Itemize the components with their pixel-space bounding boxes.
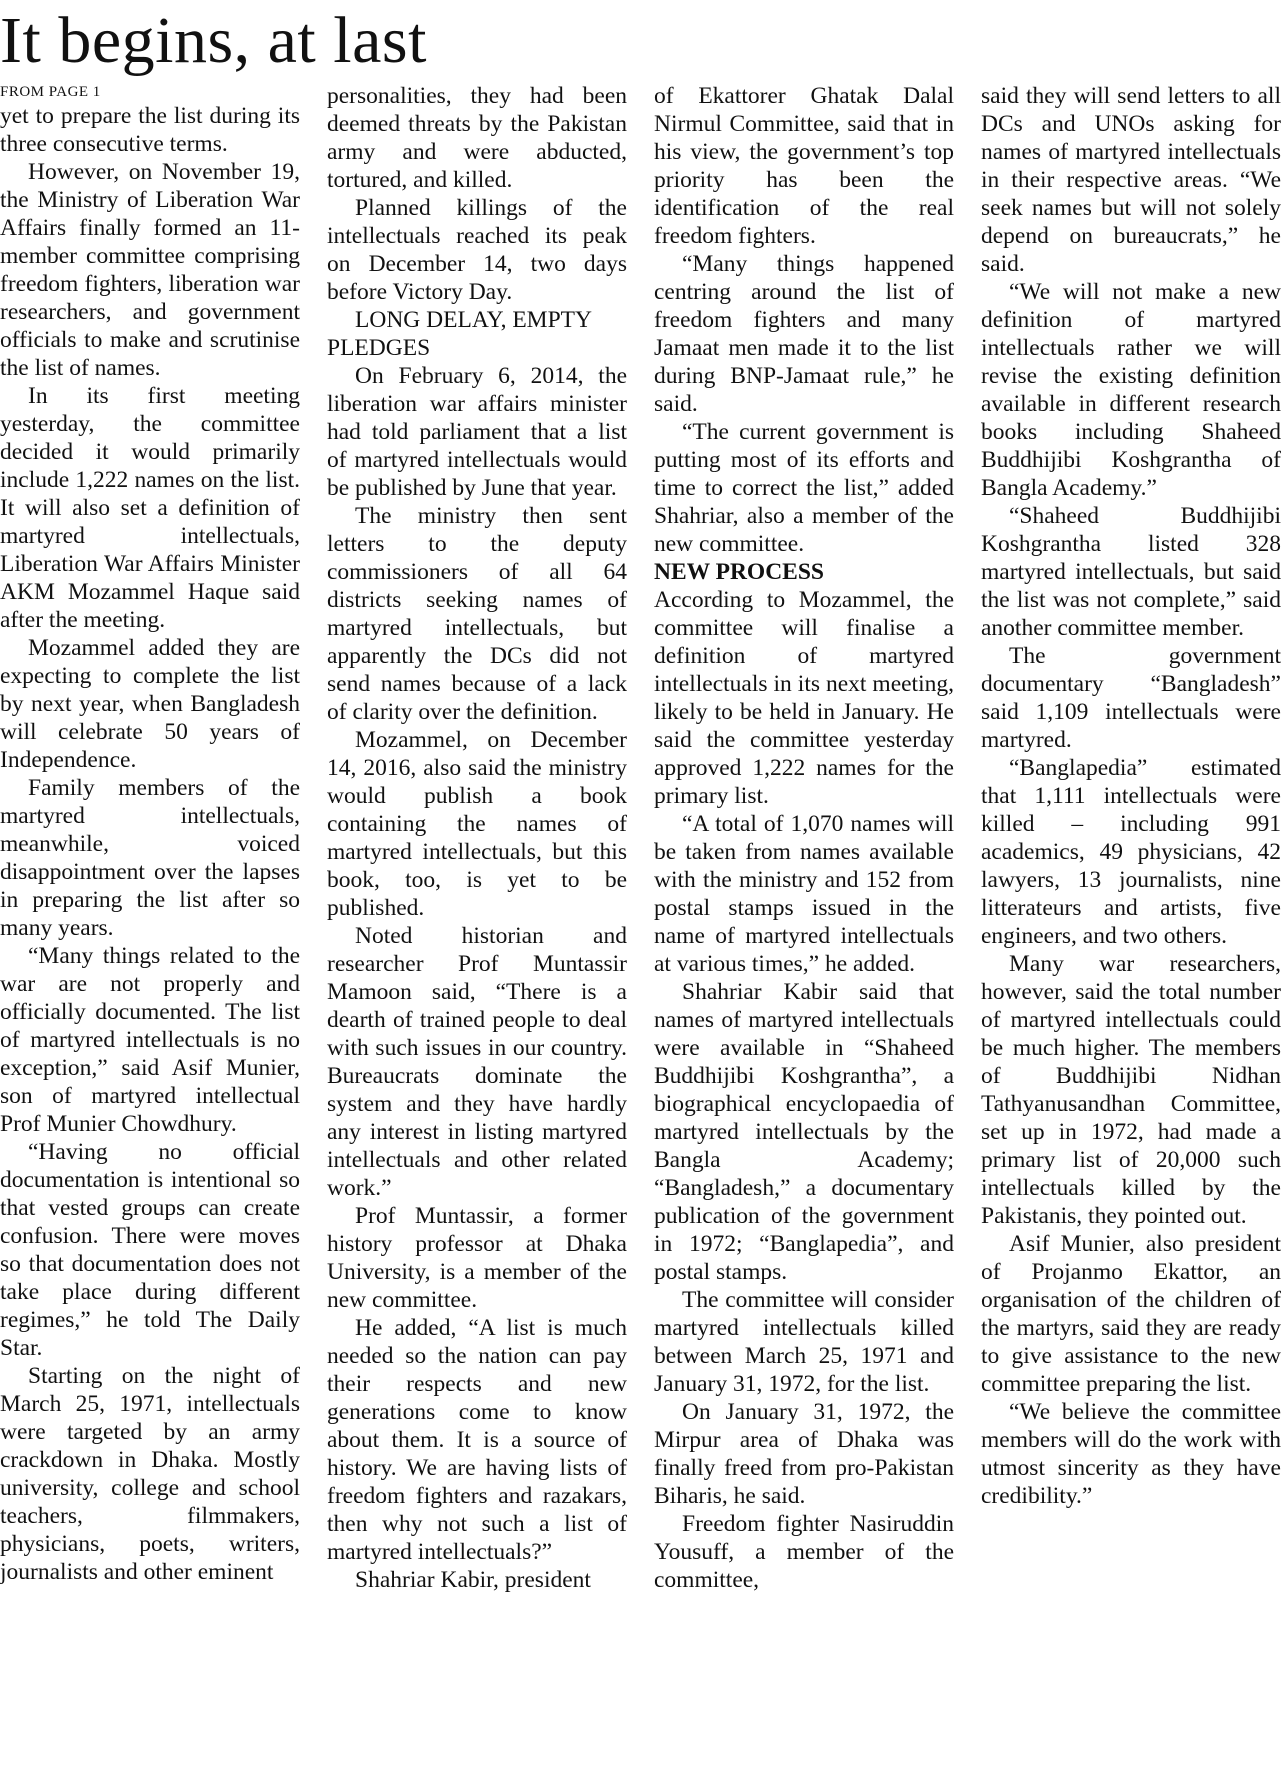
headline: It begins, at last [0,4,427,77]
paragraph: Shahriar Kabir, president [355,1567,591,1593]
paragraph: Mozammel, on December 14, 2016, also said the ministry would publish a book containing the names of martyred intellectuals, but this book, too, is yet to be published. [327,727,627,921]
paragraph: personalities, they had been deemed threats by the Pakistan army and were abducted, tortured, and killed. [327,83,627,193]
subheading: NEW PROCESS [654,559,824,585]
paragraph: The ministry then sent letters to the deputy commissioners of all 64 districts seeking names of martyred intellectuals, but apparently the DCs did not send names because of a lack of clarity over the definition. [327,503,627,725]
paragraph: “Many things related to the war are not properly and officially documented. The list of martyred intellectuals is no exception,” said Asif Munier, son of martyred intellectual Prof Munier Chowdhury. [0,943,300,1137]
article-columns [0,82,1281,1594]
paragraph: Many war researchers, however, said the total number of martyred intellectuals could be much higher. The members of Buddhijibi Nidhan Tathyanusandhan Committee, set up in 1972, had made a primary list of 20,000 such intellectuals killed by the Pakistanis, they pointed out. [981,951,1281,1229]
paragraph: On January 31, 1972, the Mirpur area of Dhaka was finally freed from pro-Pakistan Biharis, he said. [654,1399,954,1509]
column-1 [0,82,300,1594]
paragraph: Mozammel added they are expecting to complete the list by next year, when Bangladesh will celebrate 50 years of Independence. [0,635,300,773]
paragraph: Starting on the night of March 25, 1971, intellectuals were targeted by an army crackdown in Dhaka. Mostly university, college and school teachers, filmmakers, physicians, poets, writers, journalists and other eminent [0,1363,300,1585]
paragraph: “Shaheed Buddhijibi Koshgrantha listed 328 martyred intellectuals, but said the list was not complete,” said another committee member. [981,503,1281,641]
paragraph: “Having no official documentation is intentional so that vested groups can create confusion. There were moves so that documentation does not take place during different regimes,” he told The Daily Star. [0,1139,300,1361]
column-3 [654,82,954,1594]
column-2 [327,82,627,1594]
paragraph: “The current government is putting most of its efforts and time to correct the list,” added Shahriar, also a member of the new committee. [654,419,954,557]
paragraph: The committee will consider martyred intellectuals killed between March 25, 1971 and January 31, 1972, for the list. [654,1287,954,1397]
paragraph: “Many things happened centring around the list of freedom fighters and many Jamaat men made it to the list during BNP-Jamaat rule,” he said. [654,251,954,417]
paragraph: said they will send letters to all DCs and UNOs asking for names of martyred intellectuals in their respective areas. “We seek names but will not solely depend on bureaucrats,” he said. [981,83,1281,277]
column-4 [981,82,1281,1594]
continuation-kicker: FROM PAGE 1 [0,84,101,100]
paragraph: The government documentary “Bangladesh” said 1,109 intellectuals were martyred. [981,643,1281,753]
paragraph: In its first meeting yesterday, the committee decided it would primarily include 1,222 names on the list. It will also set a definition of martyred intellectuals, Liberation War Affairs Minister AKM Mozammel Haque said after the meeting. [0,383,300,633]
paragraph: Asif Munier, also president of Projanmo Ekattor, an organisation of the children of the martyrs, said they are ready to give assistance to the new committee preparing the list. [981,1231,1281,1397]
paragraph: Shahriar Kabir said that names of martyred intellectuals were available in “Shaheed Buddhijibi Koshgrantha”, a biographical encyclopaedia of martyred intellectuals by the Bangla Academy; “Bangladesh,” a documentary publication of the government in 1972; “Banglapedia”, and postal stamps. [654,979,954,1285]
paragraph: Noted historian and researcher Prof Muntassir Mamoon said, “There is a dearth of trained people to deal with such issues in our country. Bureaucrats dominate the system and they have hardly any interest in listing martyred intellectuals and other related work.” [327,923,627,1201]
paragraph: “We will not make a new definition of martyred intellectuals rather we will revise the existing definition available in different research books including Shaheed Buddhijibi Koshgrantha of Bangla Academy.” [981,279,1281,501]
paragraph: He added, “A list is much needed so the nation can pay their respects and new generations come to know about them. It is a source of history. We are having lists of freedom fighters and razakars, then why not such a list of martyred intellectuals?” [327,1315,627,1565]
paragraph: Prof Muntassir, a former history professor at Dhaka University, is a member of the new committee. [327,1203,627,1313]
subheading: LONG DELAY, EMPTY PLEDGES [327,307,592,361]
paragraph: “A total of 1,070 names will be taken from names available with the ministry and 152 from postal stamps issued in the name of martyred intellectuals at various times,” he added. [654,811,954,977]
paragraph: Family members of the martyred intellectuals, meanwhile, voiced disappointment over the lapses in preparing the list after so many years. [0,775,300,941]
paragraph: Planned killings of the intellectuals reached its peak on December 14, two days before Victory Day. [327,195,627,305]
paragraph: yet to prepare the list during its three consecutive terms. [0,103,300,157]
paragraph: On February 6, 2014, the liberation war affairs minister had told parliament that a list of martyred intellectuals would be published by June that year. [327,363,627,501]
paragraph: “We believe the committee members will do the work with utmost sincerity as they have credibility.” [981,1399,1281,1509]
paragraph: According to Mozammel, the committee will finalise a definition of martyred intellectuals in its next meeting, likely to be held in January. He said the committee yesterday approved 1,222 names for the primary list. [654,587,954,809]
paragraph: “Banglapedia” estimated that 1,111 intellectuals were killed – including 991 academics, 49 physicians, 42 lawyers, 13 journalists, nine litterateurs and artists, five engineers, and two others. [981,755,1281,949]
paragraph: of Ekattorer Ghatak Dalal Nirmul Committee, said that in his view, the government’s top priority has been the identification of the real freedom fighters. [654,83,954,249]
paragraph: However, on November 19, the Ministry of Liberation War Affairs finally formed an 11-member committee comprising freedom fighters, liberation war researchers, and government officials to make and scrutinise the list of names. [0,159,300,381]
paragraph: Freedom fighter Nasiruddin Yousuff, a member of the committee, [654,1511,954,1593]
